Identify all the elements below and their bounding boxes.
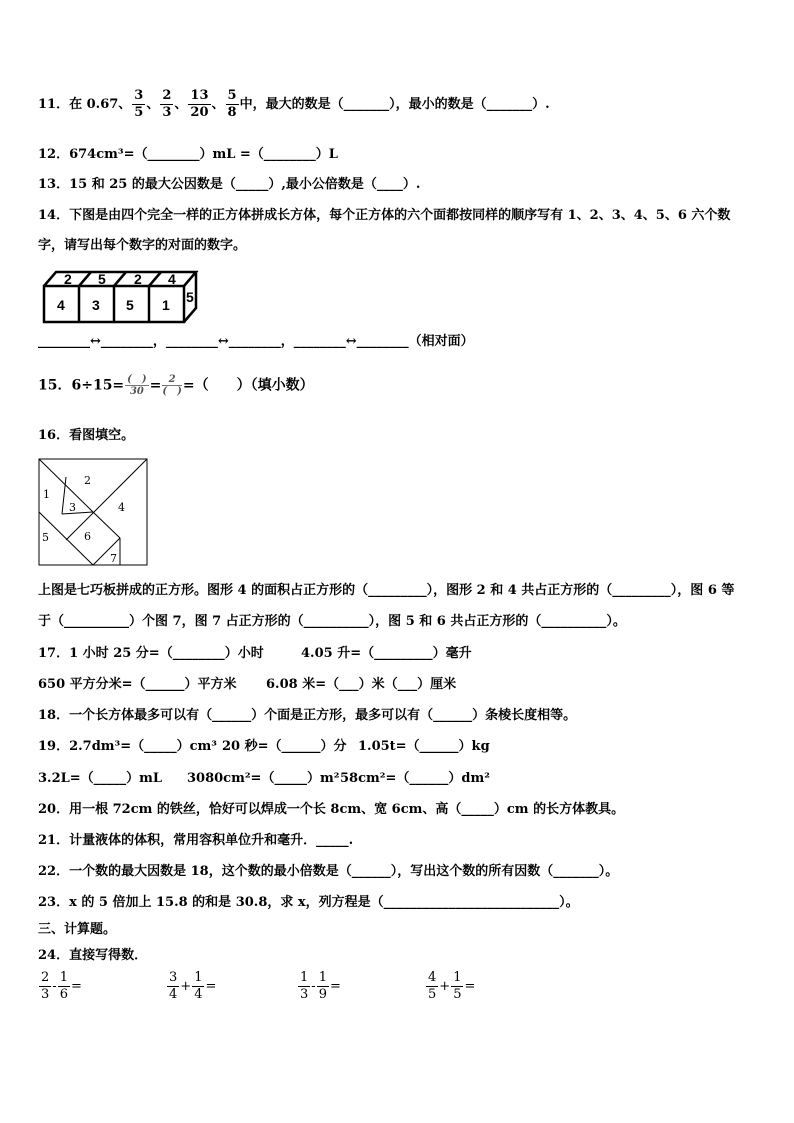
answer-blank[interactable]: _______ [343,97,390,112]
front-face-label: 1 [162,297,170,313]
fraction: $\frac{5}{8}$ [227,88,237,120]
question-21: 21．计量液体的体积，常用容积单位升和毫升．_____. [38,833,354,848]
question-20: 20．用一根 72cm 的铁丝，恰好可以焊成一个长 8cm、宽 6cm、高（_____）cm 的长方体教具。 [38,802,625,817]
front-face-label: 4 [57,297,65,313]
question-23: 23．x 的 5 倍加上 15.8 的和是 30.8，求 x，列方程是（___________________________）。 [38,895,579,910]
question-19-f: 58cm²=（______）dm² [340,771,490,786]
math-item: $\frac{4}{5}$ + $\frac{1}{5}$ = [428,970,476,1002]
fraction: $\frac{13}{20}$ [190,88,209,120]
tangram-label-1: 1 [43,488,50,501]
question-17-b: 4.05 升=（_________）毫升 [301,646,472,661]
question-16-title: 16．看图填空。 [38,428,135,443]
fraction: $\frac{2}{( )}$ [162,374,182,397]
q11-number: 11． [38,97,70,112]
q11-prefix: 在 0.67、 [69,97,132,112]
question-17-d: 6.08 米=（___）米（___）厘米 [266,677,457,692]
front-face-label: 5 [126,297,134,313]
tangram-figure [38,458,150,566]
question-15: 15．6÷15= $\frac{( )}{30}$ = $\frac{2}{( )}$ =（ ）（填小数） [38,374,314,397]
question-17-a: 17．1 小时 25 分=（________）小时 [38,646,264,661]
fraction: $\frac{( )}{30}$ [127,374,147,397]
top-face-label: 2 [134,271,142,287]
question-19-e: 3080cm²=（_____）m² [187,771,340,786]
math-item: $\frac{3}{4}$ + $\frac{1}{4}$ = [169,970,217,1002]
question-16-line1: 上图是七巧板拼成的正方形。图形 4 的面积占正方形的（_________），图形 2 和 4 共占正方形的（_________），图 6 等 [38,583,735,598]
question-14-line2: 字，请写出每个数字的对面的数字。 [38,238,247,253]
tangram-label-4: 4 [118,501,125,514]
answer-blank[interactable]: _______ [486,97,533,112]
question-13: 13．15 和 25 的最大公因数是（_____）,最小公倍数是（____）. [38,177,421,192]
top-face-label: 5 [98,271,106,287]
question-17-c: 650 平方分米=（______）平方米 [38,677,237,692]
question-19-b: 20 秒=（______）分 [222,739,347,754]
front-face-label: 3 [92,297,100,313]
fraction: $\frac{2}{3}$ [162,88,172,120]
tangram-label-7: 7 [110,552,117,565]
cube-row-figure [38,268,208,328]
fraction: $\frac{3}{5}$ [134,88,144,120]
q14-answer-line: ________↔________，________↔________，________↔________（相对面） [38,334,474,349]
tangram-label-2: 2 [84,474,91,487]
question-24: 24．直接写得数． [38,948,148,963]
side-face-label: 5 [186,289,194,305]
question-12: 12．674cm³=（________）mL =（________）L [38,147,338,162]
question-19-d: 3.2L=（_____）mL [38,771,163,786]
question-16-line2: 于（__________）个图 7，图 7 占正方形的（__________），图 5 和 6 共占正方形的（__________）。 [38,614,626,629]
tangram-label-3: 3 [69,501,76,514]
math-item: $\frac{2}{3}$ - $\frac{1}{6}$ = [41,970,82,1002]
top-face-label: 4 [168,271,176,287]
tangram-label-5: 5 [42,531,49,544]
question-19-c: 1.05t=（______）kg [358,739,490,754]
top-face-label: 2 [64,271,72,287]
question-19-a: 19．2.7dm³=（_____）cm³ [38,739,218,754]
math-item: $\frac{1}{3}$ - $\frac{1}{9}$ = [300,970,341,1002]
tangram-label-6: 6 [84,530,91,543]
question-11: 11．在 0.67、 $\frac{3}{5}$ 、 $\frac{2}{3}$ 、 $\frac{13}{20}$ 、 $\frac{5}{8}$ 中，最大的数是（_______），最小的数是（_______）. [38,88,550,120]
question-22: 22．一个数的最大因数是 18，这个数的最小倍数是（______），写出这个数的所有因数（_______）。 [38,864,619,879]
question-18: 18．一个长方体最多可以有（______）个面是正方形，最多可以有（______）条棱长度相等。 [38,708,577,723]
section-heading: 三、计算题。 [38,922,117,937]
question-14-line1: 14．下图是由四个完全一样的正方体拼成长方体，每个正方体的六个面都按同样的顺序写有 1、2、3、4、5、6 六个数 [38,208,731,223]
